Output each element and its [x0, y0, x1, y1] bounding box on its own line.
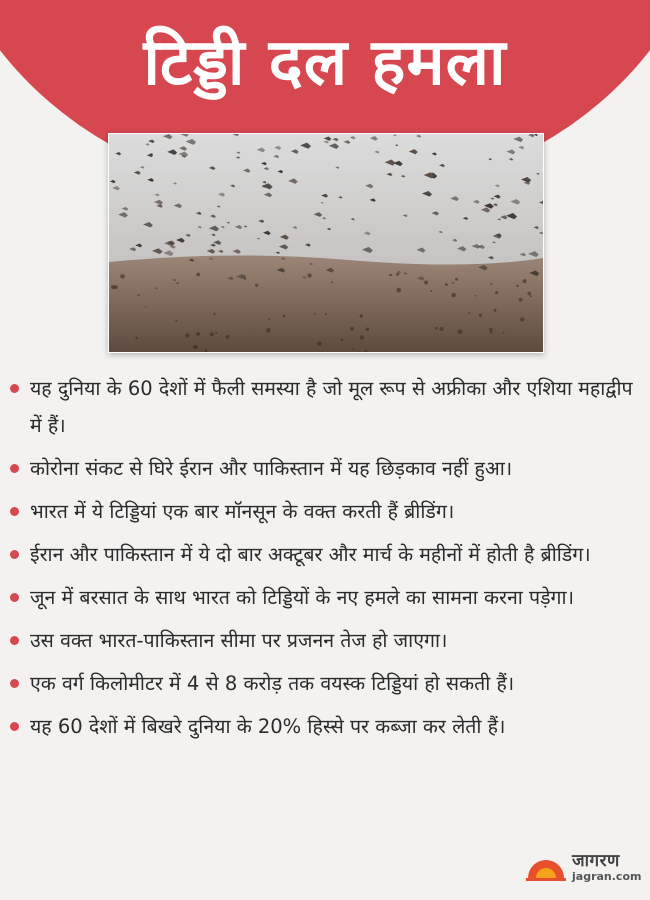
ground-texture-mark	[360, 314, 363, 317]
ground-texture-mark	[156, 287, 158, 289]
ground-texture-mark	[283, 315, 286, 318]
ground-texture-mark	[495, 291, 498, 294]
list-item	[0, 536, 650, 573]
fact-text: उस वक्त भारत-पाकिस्तान सीमा पर प्रजनन तेज हो जाएगा।	[30, 629, 448, 652]
ground-texture-mark	[268, 318, 270, 320]
bullet-dot-icon	[10, 464, 19, 473]
ground-texture-mark	[527, 292, 531, 296]
ground-texture-mark	[215, 332, 217, 334]
ground-texture-mark	[210, 332, 214, 336]
bullet-dot-icon	[10, 507, 19, 516]
ground-texture-mark	[490, 283, 492, 285]
ground-texture-mark	[494, 309, 497, 312]
ground-texture-mark	[458, 329, 463, 334]
ground-texture-mark	[503, 332, 505, 334]
list-item	[0, 622, 650, 659]
ground-texture-mark	[266, 328, 271, 333]
logo-url: jagran.com	[572, 870, 642, 883]
list-item	[0, 370, 650, 444]
bullet-dot-icon	[10, 593, 19, 602]
ground-texture-mark	[307, 273, 311, 277]
bullet-dot-icon	[10, 550, 19, 559]
ground-texture-mark	[360, 335, 365, 340]
ground-texture-mark	[317, 341, 322, 346]
fact-text: कोरोना संकट से घिरे ईरान और पाकिस्तान में यह छिड़काव नहीं हुआ।	[30, 457, 513, 480]
ground-texture-mark	[424, 281, 428, 285]
list-item	[0, 450, 650, 487]
sunrise-logo-icon	[524, 852, 568, 882]
ground-texture-mark	[213, 313, 215, 315]
ground-texture-mark	[520, 317, 524, 321]
list-item	[0, 665, 650, 702]
ground-texture-mark	[516, 285, 519, 288]
ground-texture-mark	[325, 313, 327, 315]
list-item	[0, 708, 650, 745]
ground-texture-mark	[455, 278, 458, 281]
locust-swarm-image	[109, 134, 543, 352]
ground-texture-mark	[225, 335, 229, 339]
ground-texture-mark	[445, 283, 448, 286]
ground-texture-mark	[440, 327, 444, 331]
ground-texture-mark	[185, 333, 190, 338]
ground-texture-mark	[430, 290, 432, 292]
ground-texture-mark	[138, 294, 140, 296]
bullet-dot-icon	[10, 636, 19, 645]
facts-list	[0, 370, 650, 745]
ground-texture-mark	[351, 348, 353, 350]
ground-texture-mark	[244, 278, 246, 280]
jagran-logo[interactable]	[524, 848, 642, 888]
ground-texture-mark	[523, 279, 527, 283]
ground-texture-mark	[530, 295, 532, 297]
fact-text: यह 60 देशों में बिखरे दुनिया के 20% हिस्से पर कब्जा कर लेती हैं।	[30, 715, 506, 738]
ground-texture-mark	[145, 306, 147, 308]
ground-texture-mark	[366, 328, 369, 331]
locust-swarm-photo	[108, 133, 544, 353]
ground-texture-mark	[489, 328, 493, 332]
fact-text: एक वर्ग किलोमीटर में 4 से 8 करोड़ तक वयस्क टिड्डियां हो सकती हैं।	[30, 672, 515, 695]
list-item	[0, 493, 650, 530]
ground-texture-mark	[475, 295, 477, 297]
ground-texture-mark	[120, 274, 125, 279]
ground-texture-mark	[314, 313, 316, 315]
ground-texture-mark	[519, 298, 523, 302]
ground-texture-mark	[468, 312, 470, 314]
ground-texture-mark	[255, 284, 258, 287]
ground-texture-mark	[479, 314, 482, 317]
list-item	[0, 579, 650, 616]
fact-text: जून में बरसात के साथ भारत को टिड्डियों के नए हमले का सामना करना पड़ेगा।	[30, 586, 574, 609]
ground-texture-mark	[196, 273, 200, 277]
bullet-dot-icon	[10, 679, 19, 688]
ground-texture-mark	[451, 293, 456, 298]
ground-texture-mark	[396, 288, 401, 293]
bullet-dot-icon	[10, 722, 19, 731]
ground-texture-mark	[196, 332, 200, 336]
ground-texture-mark	[195, 345, 198, 348]
ground-texture-mark	[350, 327, 354, 331]
bullet-dot-icon	[10, 384, 19, 393]
ground-texture-mark	[341, 339, 343, 341]
ground-texture-mark	[111, 285, 115, 289]
page-title: टिड्डी दल हमला	[143, 26, 507, 100]
fact-text: भारत में ये टिड्डियां एक बार मॉनसून के वक्त करती हैं ब्रीडिंग।	[30, 500, 455, 523]
ground-texture-mark	[177, 282, 179, 284]
fact-text: ईरान और पाकिस्तान में ये दो बार अक्टूबर और मार्च के महीनों में होती है ब्रीडिंग।	[30, 543, 591, 566]
ground-texture-mark	[396, 273, 399, 276]
logo-name: जागरण	[572, 851, 620, 871]
ground-texture-mark	[135, 337, 137, 339]
ground-texture-mark	[175, 320, 177, 322]
ground-texture-mark	[435, 327, 438, 330]
fact-text: यह दुनिया के 60 देशों में फैली समस्या है जो मूल रूप से अफ्रीका और एशिया महाद्वीप में हैं।	[30, 377, 633, 437]
